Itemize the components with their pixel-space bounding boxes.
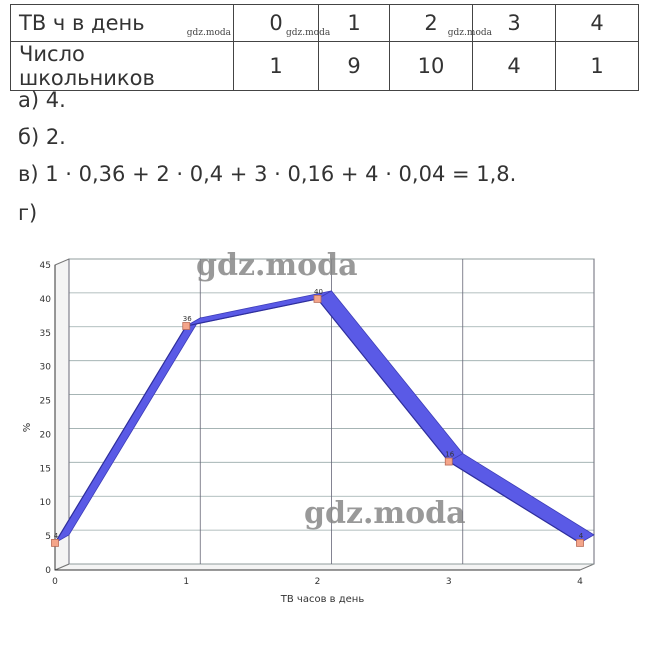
x-tick-label: 3 <box>445 577 452 587</box>
table-cell <box>556 5 639 42</box>
table-cell <box>390 42 473 91</box>
data-point-label: 4 <box>53 531 59 540</box>
cell-value: 3 <box>507 11 521 35</box>
data-point-label: 40 <box>314 287 323 296</box>
data-point-label: 4 <box>578 531 584 540</box>
data-point-marker <box>183 323 190 330</box>
answer-b: б) 2. <box>18 125 66 149</box>
answer-a: а) 4. <box>18 88 66 112</box>
x-tick-label: 2 <box>314 577 321 587</box>
table-row <box>11 5 639 42</box>
data-point-marker <box>314 295 321 302</box>
table-cell <box>390 5 492 42</box>
row-header-students <box>11 42 234 91</box>
cell-value: 10 <box>417 54 445 78</box>
cell-value: 9 <box>347 54 361 78</box>
x-tick-label: 1 <box>183 577 190 587</box>
watermark-text: gdz.moda <box>286 28 331 38</box>
watermark-text: gdz.moda <box>304 496 466 531</box>
table-cell <box>556 42 639 91</box>
line-chart <box>0 245 649 615</box>
y-tick-label: 0 <box>45 566 51 576</box>
y-tick-label: 25 <box>39 396 51 407</box>
answer-v: в) 1 · 0,36 + 2 · 0,4 + 3 · 0,16 + 4 · 0,04 = 1,8. <box>18 162 517 186</box>
cell-value: 4 <box>507 54 521 78</box>
table-cell <box>234 5 331 42</box>
watermark-text: gdz.moda <box>447 28 492 38</box>
cell-value: 2 <box>424 11 438 35</box>
y-tick-label: 10 <box>39 498 51 509</box>
y-tick-label: 45 <box>39 261 51 271</box>
y-axis-title: % <box>22 422 33 433</box>
data-point-label: 16 <box>445 450 455 459</box>
row-header-hours <box>11 5 234 42</box>
x-axis-title: ТВ часов в день <box>280 594 365 605</box>
x-tick-label: 4 <box>577 577 583 587</box>
y-tick-label: 5 <box>45 532 51 543</box>
data-point-marker <box>445 458 452 465</box>
table-cell <box>473 5 556 42</box>
cell-value: 4 <box>590 11 604 35</box>
y-tick-label: 35 <box>39 328 51 339</box>
y-tick-label: 15 <box>39 464 51 475</box>
table-cell <box>319 5 390 42</box>
cell-value: 0 <box>269 11 283 35</box>
row-header-hours-label: ТВ ч в день <box>19 11 145 35</box>
x-tick-label: 0 <box>52 577 58 587</box>
table-cell <box>319 42 390 91</box>
y-tick-label: 40 <box>39 294 51 305</box>
watermark-text: gdz.moda <box>196 248 358 283</box>
table-cell <box>473 42 556 91</box>
plot-floor <box>55 564 594 570</box>
data-point-label: 36 <box>182 315 192 323</box>
watermark-text: gdz.moda <box>186 28 231 38</box>
y-tick-label: 30 <box>39 362 51 373</box>
row-header-students-label: Число школьников <box>19 42 155 90</box>
cell-value: 1 <box>269 54 283 78</box>
cell-value: 1 <box>347 11 361 35</box>
cell-value: 1 <box>590 54 604 78</box>
table-cell <box>234 42 319 91</box>
frequency-table <box>10 4 639 91</box>
table-row <box>11 42 639 91</box>
data-point-marker <box>52 539 59 546</box>
answer-g: г) <box>18 201 38 225</box>
data-point-marker <box>577 539 584 546</box>
y-tick-label: 20 <box>39 430 51 441</box>
